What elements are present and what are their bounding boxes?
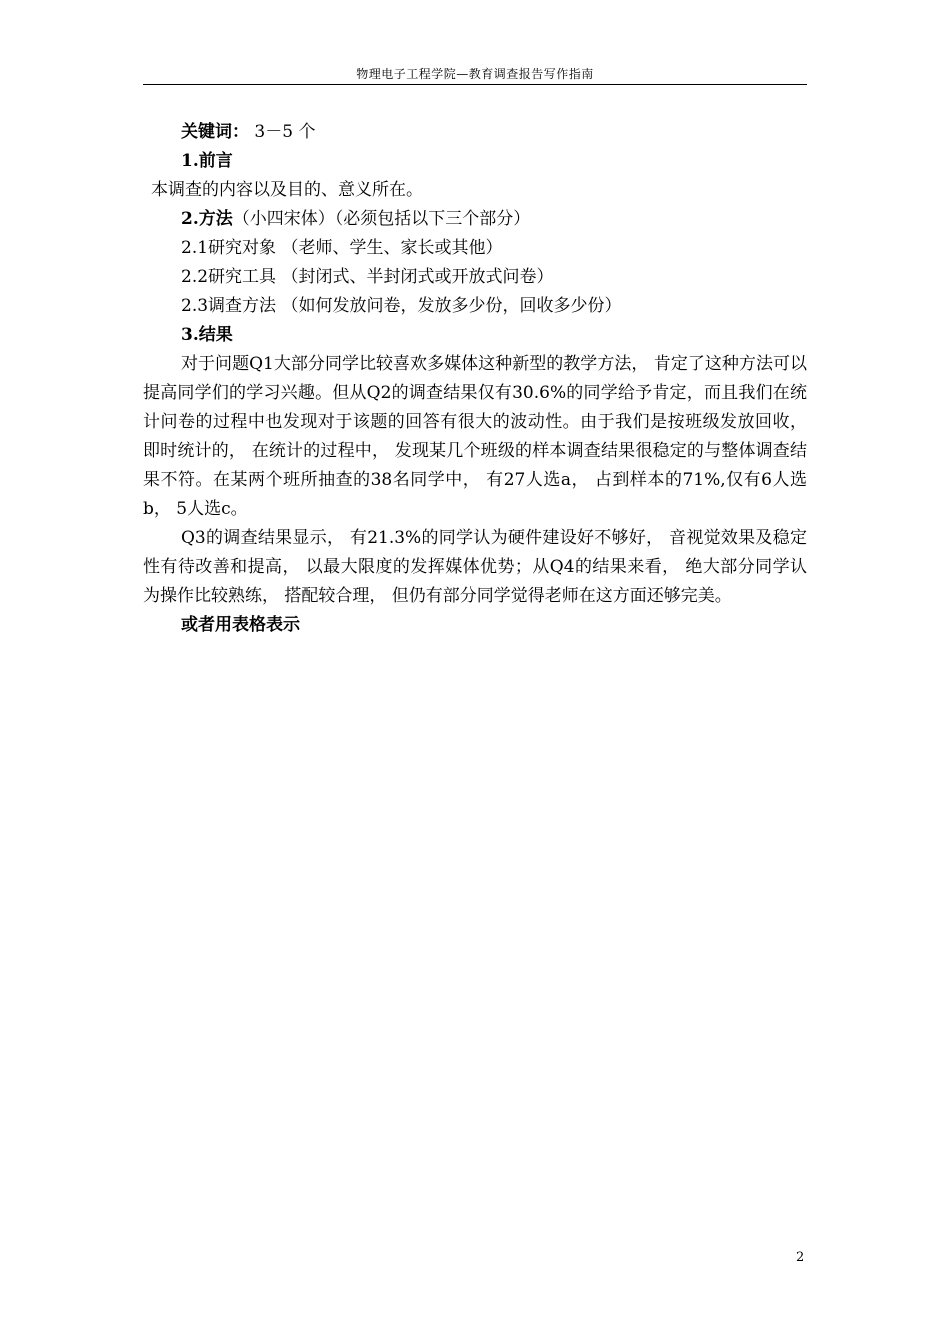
method-item: 2.1研究对象 （老师、学生、家长或其他） xyxy=(181,238,503,258)
keywords-label: 关键词： xyxy=(181,122,249,142)
method-item: 2.2研究工具 （封闭式、半封闭式或开放式问卷） xyxy=(181,267,554,287)
method-note: （小四宋体）（必须包括以下三个部分） xyxy=(232,209,531,229)
results-paragraph-2: Q3的调查结果显示， 有21.3%的同学认为硬件建设好不够好， 音视觉效果及稳定性有待改善和提高， 以最大限度的发挥媒体优势；从Q4的结果来看， 绝大部分同学认为操作比较熟练， 搭配较合理， 但仍有部分同学觉得老师在这方面还够完美。 xyxy=(143,528,807,606)
method-item: 2.3调查方法 （如何发放问卷，发放多少份，回收多少份） xyxy=(181,296,622,316)
intro-heading: 1.前言 xyxy=(181,151,233,171)
results-heading: 3.结果 xyxy=(181,325,233,345)
page-number: 2 xyxy=(796,1250,805,1265)
table-note: 或者用表格表示 xyxy=(181,615,300,635)
intro-text: 本调查的内容以及目的、意义所在。 xyxy=(151,180,423,200)
method-heading: 2.方法 xyxy=(181,209,233,229)
method-heading-line xyxy=(143,205,807,234)
keywords-value: 3－5 个 xyxy=(249,122,316,142)
page-body xyxy=(143,118,807,640)
keywords-line xyxy=(143,118,807,147)
header-rule xyxy=(143,84,807,85)
results-paragraph-1: 对于问题Q1大部分同学比较喜欢多媒体这种新型的教学方法， 肯定了这种方法可以提高同学们的学习兴趣。但从Q2的调查结果仅有30.6%的同学给予肯定，而且我们在统计问卷的过程中也发现对于该题的回答有很大的波动性。由于我们是按班级发放回收， 即时统计的， 在统计的过程中， 发现某几个班级的样本调查结果很稳定的与整体调查结果不符。在某两个班所抽查的38名同学中， 有27人选a， 占到样本的71%,仅有6人选b， 5人选c。 xyxy=(143,354,807,519)
running-header: 物理电子工程学院—教育调查报告写作指南 xyxy=(356,67,594,81)
